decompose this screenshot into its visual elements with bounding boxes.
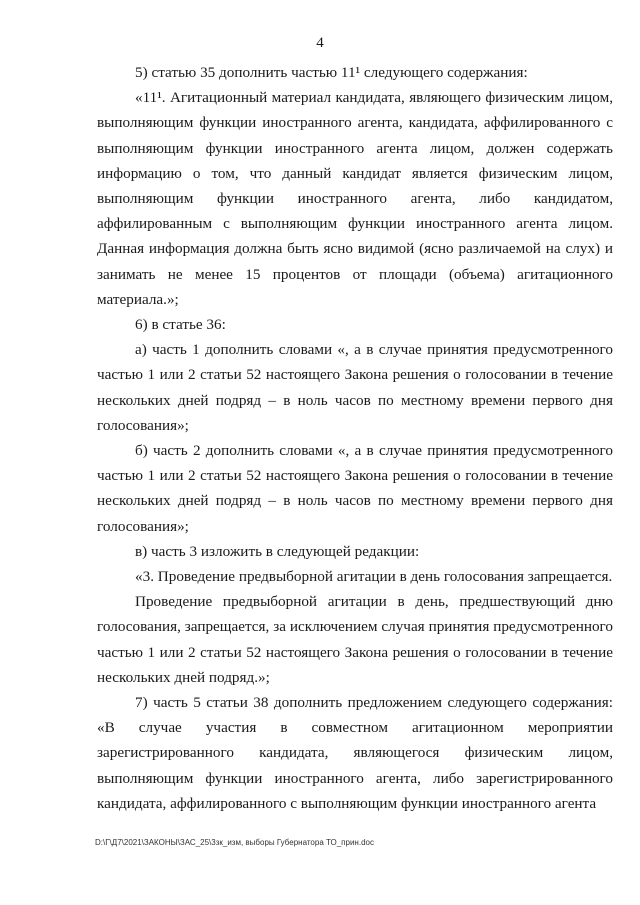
text-line: нескольких дней подряд – в ноль часов по местному времени первого дня: [97, 492, 613, 510]
text-line: голосования»;: [97, 416, 189, 434]
text-line: Проведение предвыборной агитации в день, предшествующий дню: [135, 593, 613, 611]
text-line: материала.»;: [97, 290, 179, 308]
text-line: б) часть 2 дополнить словами «, а в случае принятия предусмотренного: [135, 442, 613, 460]
text-line: 6) в статье 36:: [135, 316, 226, 334]
text-line: нескольких дней подряд – в ноль часов по местному времени первого дня: [97, 391, 613, 409]
paragraph-part3a: [97, 564, 613, 589]
paragraph-item6: [97, 312, 613, 337]
text-line: 5) статью 35 дополнить частью 11¹ следующего содержания:: [135, 64, 528, 81]
text-line: зарегистрированного кандидата, являющегося физическим лицом,: [97, 744, 613, 762]
paragraph-item7: [97, 690, 613, 816]
text-line: а) часть 1 дополнить словами «, а в случае принятия предусмотренного: [135, 341, 613, 359]
text-line: кандидата, аффилированного с выполняющим функции иностранного агента: [97, 794, 597, 812]
paragraph-item5: [97, 60, 613, 85]
text-line: голосования, запрещается, за исключением случая принятия предусмотренного: [97, 618, 613, 636]
paragraph-part11: [97, 85, 613, 312]
text-line: в) часть 3 изложить в следующей редакции:: [135, 542, 420, 560]
text-line: голосования»;: [97, 517, 189, 535]
paragraph-item6a: [97, 337, 613, 438]
file-path-footer: D:\Г\Д7\2021\ЗАКОНЫ\ЗАС_25\3зк_изм, выборы Губернатора ТО_прин.doc: [95, 838, 374, 847]
text-line: 7) часть 5 статьи 38 дополнить предложением следующего содержания:: [135, 694, 613, 712]
paragraph-item6b: [97, 438, 613, 539]
text-line: «3. Проведение предвыборной агитации в день голосования запрещается.: [135, 568, 613, 586]
text-line: выполняющим функции иностранного агента, либо кандидатом,: [97, 190, 613, 208]
text-line: выполняющим функции иностранного агента лицом, должен содержать: [97, 139, 613, 157]
text-line: частью 1 или 2 статьи 52 настоящего Закона решения о голосовании в течение: [97, 467, 613, 485]
text-line: частью 1 или 2 статьи 52 настоящего Закона решения о голосовании в течение: [97, 366, 613, 384]
text-line: выполняющим функции иностранного агента, кандидата, аффилированного с: [97, 114, 613, 132]
document-body: [97, 60, 613, 816]
text-line: нескольких дней подряд.»;: [97, 668, 270, 686]
paragraph-part3b: [97, 589, 613, 690]
text-line: выполняющим функции иностранного агента, либо зарегистрированного: [97, 769, 613, 787]
text-line: информацию о том, что данный кандидат является физическим лицом,: [97, 164, 613, 182]
text-line: «11¹. Агитационный материал кандидата, являющего физическим лицом,: [135, 89, 613, 107]
text-line: Данная информация должна быть ясно видимой (ясно различаемой на слух) и: [97, 240, 613, 258]
text-line: занимать не менее 15 процентов от площади (объема) агитационного: [97, 265, 613, 283]
page-number: 4: [316, 35, 324, 51]
text-line: частью 1 или 2 статьи 52 настоящего Закона решения о голосовании в течение: [97, 643, 613, 661]
text-line: аффилированным с выполняющим функции иностранного агента лицом.: [97, 215, 613, 233]
paragraph-item6v: [97, 539, 613, 564]
text-line: «В случае участия в совместном агитационном мероприятии: [97, 719, 613, 737]
